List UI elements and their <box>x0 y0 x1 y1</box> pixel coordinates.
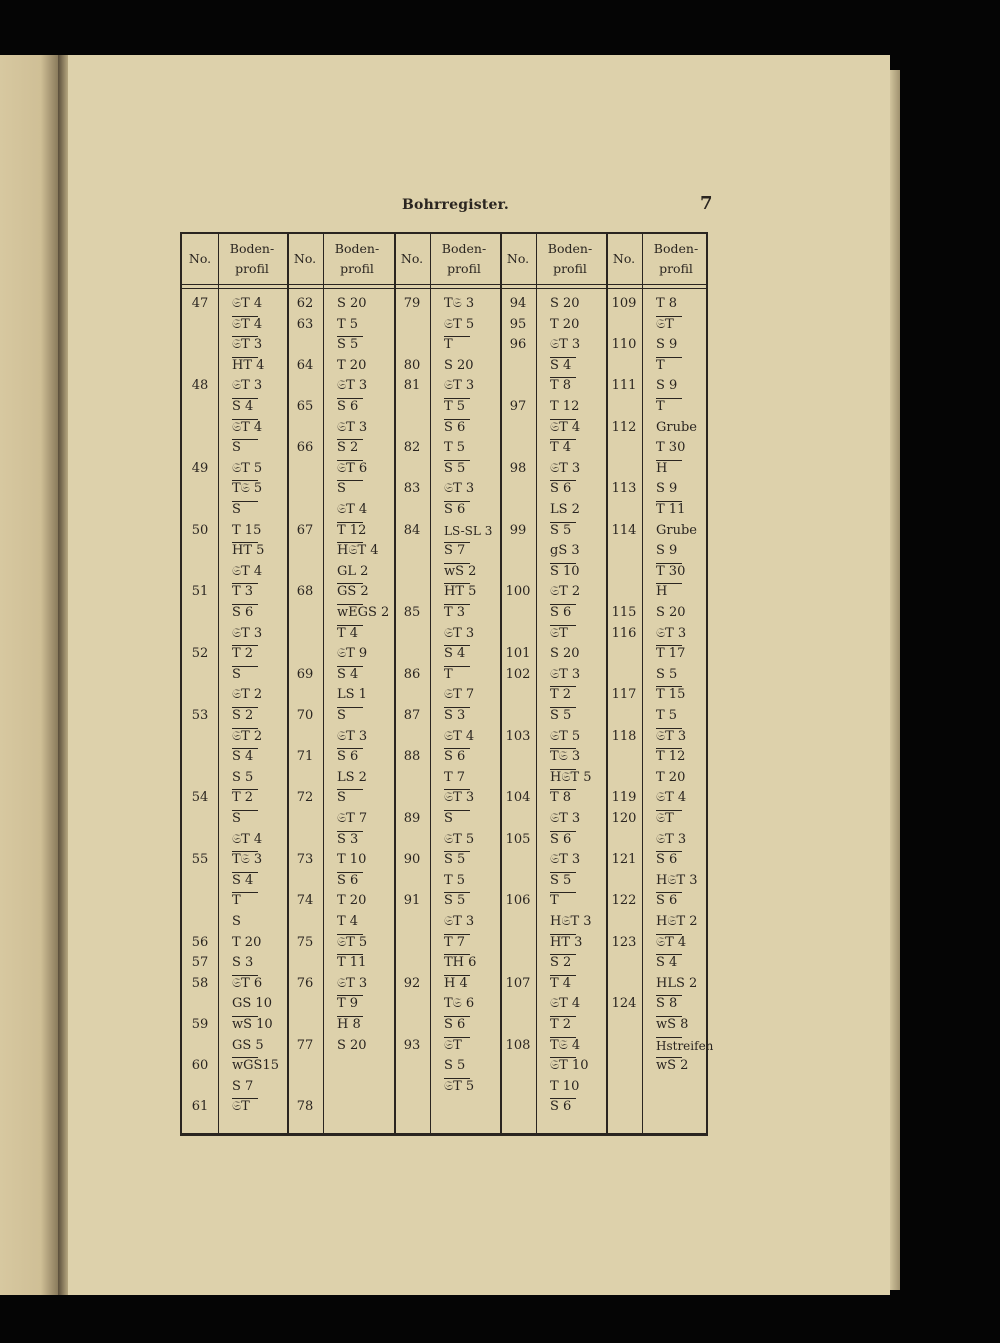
bodenprofil-entry: T 15 <box>656 685 708 705</box>
bohr-number: 76 <box>296 975 314 991</box>
bohr-number: 111 <box>611 378 637 394</box>
bodenprofil-entry: GL 2 <box>337 563 369 579</box>
bodenprofil-entry: T <box>656 397 708 417</box>
bohr-number: 74 <box>296 893 314 909</box>
bodenprofil-entry: 𝔖T 4 <box>656 790 687 806</box>
bodenprofil-entry: T 11 <box>337 953 389 973</box>
bodenprofil-entry: S 4 <box>550 356 602 376</box>
bodenprofil-entry: S 20 <box>337 1037 367 1053</box>
bohr-number: 85 <box>403 605 421 620</box>
bodenprofil-entry: T 4 <box>337 914 359 929</box>
bodenprofil-entry: H𝔖T 5 <box>550 768 602 788</box>
bodenprofil-entry: S <box>232 914 241 929</box>
column-divider <box>323 234 324 1133</box>
bodenprofil-entry: 𝔖T 3 <box>550 666 581 682</box>
bohr-number: 119 <box>611 790 637 806</box>
bodenprofil-entry: S 5 <box>444 891 496 911</box>
bodenprofil-entry: T 30 <box>656 562 708 582</box>
header-no: No. <box>188 251 212 266</box>
bohr-number: 77 <box>296 1037 314 1053</box>
bodenprofil-entry: S 6 <box>337 871 389 891</box>
bohr-number: 97 <box>509 399 527 414</box>
bodenprofil-entry: 𝔖T 3 <box>656 625 687 641</box>
bodenprofil-entry: T 11 <box>656 500 708 520</box>
bohr-number: 63 <box>296 316 314 332</box>
bohr-number: 64 <box>296 357 314 373</box>
bodenprofil-entry: 𝔖T 10 <box>550 1056 602 1076</box>
bodenprofil-entry: GS 2 <box>337 582 389 602</box>
bodenprofil-entry: 𝔖T 3 <box>444 914 475 929</box>
bodenprofil-entry: S 20 <box>656 605 686 620</box>
bohr-number: 99 <box>509 522 527 538</box>
bohr-number: 86 <box>403 666 421 682</box>
bohr-number: 71 <box>296 749 314 765</box>
header-no: No. <box>400 251 424 266</box>
bohr-number: 72 <box>296 790 314 806</box>
bohr-number: 69 <box>296 666 314 682</box>
bodenprofil-entry: T 5 <box>444 872 466 888</box>
bodenprofil-entry: 𝔖T 4 <box>232 418 284 438</box>
bodenprofil-entry: S 4 <box>232 747 284 767</box>
bodenprofil-entry: T 3 <box>232 582 284 602</box>
bodenprofil-entry: T 4 <box>550 974 602 994</box>
bohr-number: 104 <box>505 790 531 806</box>
bodenprofil-entry: T𝔖 6 <box>444 996 475 1012</box>
bodenprofil-entry: S <box>337 479 389 499</box>
bodenprofil-entry: wEGS 2 <box>337 603 389 623</box>
bodenprofil-entry: T 12 <box>656 747 708 767</box>
bodenprofil-entry: S 20 <box>444 357 474 373</box>
bodenprofil-entry: wS 2 <box>656 1056 708 1076</box>
column-divider <box>430 234 431 1133</box>
bodenprofil-entry: H𝔖T 3 <box>550 914 592 929</box>
bodenprofil-entry: S 5 <box>656 666 678 682</box>
bodenprofil-entry: 𝔖T 9 <box>337 646 368 662</box>
bodenprofil-entry: T𝔖 4 <box>550 1036 602 1056</box>
bodenprofil-entry: T <box>656 356 708 376</box>
bodenprofil-entry: 𝔖T 2 <box>550 584 581 600</box>
bodenprofil-entry: 𝔖T 3 <box>337 419 368 435</box>
bohr-number: 109 <box>611 296 637 311</box>
column-divider <box>642 234 643 1133</box>
bohr-number: 102 <box>505 666 531 682</box>
bodenprofil-entry: S 6 <box>444 418 496 438</box>
bodenprofil-entry: Grube <box>656 419 697 435</box>
bohr-number: 47 <box>191 296 209 311</box>
bohr-number: 52 <box>191 646 209 662</box>
bodenprofil-entry: T 30 <box>656 440 686 456</box>
bodenprofil-entry: S 6 <box>444 500 496 520</box>
bohr-number: 106 <box>505 893 531 909</box>
bohr-number: 55 <box>191 852 209 868</box>
header-no: No. <box>293 251 317 266</box>
bodenprofil-entry: S 6 <box>656 850 708 870</box>
bodenprofil-entry: S 5 <box>550 706 602 726</box>
bohr-number: 91 <box>403 893 421 909</box>
bohr-number: 122 <box>611 893 637 909</box>
bodenprofil-entry: T 12 <box>550 399 580 414</box>
bodenprofil-entry: 𝔖T 4 <box>444 728 475 744</box>
page-number: 7 <box>700 193 713 214</box>
bohr-number: 67 <box>296 522 314 538</box>
bodenprofil-entry: S 3 <box>232 955 254 971</box>
bodenprofil-entry: H <box>656 459 708 479</box>
bohr-number: 101 <box>505 646 531 662</box>
bodenprofil-entry: S 4 <box>444 644 496 664</box>
bohr-number: 53 <box>191 708 209 723</box>
bodenprofil-entry: HT 3 <box>550 933 602 953</box>
bodenprofil-entry: S 4 <box>656 953 708 973</box>
bodenprofil-entry: T 15 <box>232 522 262 538</box>
bodenprofil-entry: 𝔖T 4 <box>232 563 263 579</box>
bohrregister-table <box>180 232 714 1136</box>
bodenprofil-entry: S 8 <box>656 994 708 1014</box>
bohr-number: 60 <box>191 1058 209 1074</box>
bodenprofil-entry: 𝔖T 4 <box>550 996 581 1012</box>
bodenprofil-entry: S 9 <box>656 481 678 497</box>
bodenprofil-entry: 𝔖T 6 <box>337 459 389 479</box>
bohr-number: 105 <box>505 831 531 847</box>
bodenprofil-entry: LS-SL 3 <box>444 523 493 538</box>
bohr-number: 98 <box>509 460 527 476</box>
bodenprofil-entry: 𝔖T 6 <box>232 974 284 994</box>
bodenprofil-entry: HT 4 <box>232 356 284 376</box>
bodenprofil-entry: LS 2 <box>550 502 580 517</box>
bodenprofil-entry: S 3 <box>337 830 389 850</box>
bodenprofil-entry: 𝔖T <box>444 1036 496 1056</box>
bodenprofil-entry: T 4 <box>337 624 389 644</box>
bohr-number: 58 <box>191 975 209 991</box>
page-edge <box>890 70 900 1290</box>
bodenprofil-entry: GS 10 <box>232 996 272 1012</box>
header-bodenprofil: Boden- profil <box>653 241 699 276</box>
bodenprofil-entry: S 2 <box>337 438 389 458</box>
bohr-number: 112 <box>611 419 637 435</box>
bodenprofil-entry: 𝔖T 3 <box>337 378 368 394</box>
bodenprofil-entry: T 2 <box>550 1015 602 1035</box>
bodenprofil-entry: wS 2 <box>444 562 496 582</box>
bodenprofil-entry: H 4 <box>444 974 496 994</box>
bodenprofil-entry: 𝔖T 3 <box>550 460 581 476</box>
bohr-number: 92 <box>403 975 421 991</box>
bodenprofil-entry: T 10 <box>337 852 367 868</box>
bodenprofil-entry: 𝔖T 4 <box>232 315 284 335</box>
bodenprofil-entry: T 20 <box>232 934 262 950</box>
column-divider <box>218 234 219 1133</box>
bodenprofil-entry: S <box>337 706 389 726</box>
bodenprofil-entry: wGS15 <box>232 1056 284 1076</box>
bodenprofil-entry: T𝔖 3 <box>444 296 475 311</box>
bohr-number: 95 <box>509 316 527 332</box>
header-no: No. <box>506 251 530 266</box>
bodenprofil-entry: 𝔖T 3 <box>444 625 475 641</box>
bodenprofil-entry: 𝔖T 5 <box>444 316 475 332</box>
bohr-number: 75 <box>296 934 314 950</box>
bodenprofil-entry: S 4 <box>232 871 284 891</box>
bodenprofil-entry: 𝔖T 4 <box>232 831 263 847</box>
bohr-number: 70 <box>296 708 314 723</box>
bodenprofil-entry: T 2 <box>550 685 602 705</box>
bohr-number: 56 <box>191 934 209 950</box>
bodenprofil-entry: S 2 <box>550 953 602 973</box>
bodenprofil-entry: S <box>232 665 284 685</box>
bodenprofil-entry: S 3 <box>444 706 496 726</box>
bodenprofil-entry: T 20 <box>337 893 367 909</box>
bodenprofil-entry: S <box>232 500 284 520</box>
bohr-number: 107 <box>505 975 531 991</box>
bohr-number: 94 <box>509 296 527 311</box>
header-no: No. <box>612 251 636 266</box>
header-rule-double <box>182 288 706 289</box>
bodenprofil-entry: T 2 <box>232 788 284 808</box>
bodenprofil-entry: T 3 <box>444 603 496 623</box>
bohr-number: 80 <box>403 357 421 373</box>
bodenprofil-entry: S 5 <box>550 521 602 541</box>
bodenprofil-entry: T 20 <box>337 357 367 373</box>
bodenprofil-entry: T <box>444 665 496 685</box>
bodenprofil-entry: S 6 <box>550 830 602 850</box>
bodenprofil-entry: S <box>444 809 496 829</box>
bodenprofil-entry: 𝔖T 5 <box>232 460 263 476</box>
bodenprofil-entry: T𝔖 3 <box>232 850 284 870</box>
bodenprofil-entry: S 6 <box>550 1097 602 1117</box>
header-bodenprofil: Boden- profil <box>229 241 275 276</box>
bodenprofil-entry: S 5 <box>232 769 254 785</box>
bodenprofil-entry: 𝔖T <box>656 315 708 335</box>
bohr-number: 82 <box>403 440 421 456</box>
bohr-number: 87 <box>403 708 421 723</box>
bodenprofil-entry: T 7 <box>444 769 466 785</box>
bodenprofil-entry: T <box>444 335 496 355</box>
bohr-number: 62 <box>296 296 314 311</box>
bodenprofil-entry: H𝔖T 4 <box>337 541 389 561</box>
bohr-number: 113 <box>611 481 637 497</box>
bodenprofil-entry: 𝔖T 3 <box>337 728 368 744</box>
bohr-number: 120 <box>611 811 637 826</box>
bodenprofil-entry: T𝔖 3 <box>550 747 602 767</box>
bodenprofil-entry: gS 3 <box>550 543 580 559</box>
bodenprofil-entry: H𝔖T 3 <box>656 872 698 888</box>
bohr-number: 81 <box>403 378 421 394</box>
bodenprofil-entry: 𝔖T 3 <box>232 625 263 641</box>
bodenprofil-entry: S 20 <box>337 296 367 311</box>
bohr-number: 121 <box>611 852 637 868</box>
bohr-number: 117 <box>611 687 637 703</box>
bodenprofil-entry: 𝔖T 3 <box>550 811 581 826</box>
bodenprofil-entry: Hstreifen <box>656 1036 708 1056</box>
bodenprofil-entry: T𝔖 5 <box>232 479 284 499</box>
left-page-edge <box>0 55 58 1295</box>
bodenprofil-entry: S 7 <box>444 541 496 561</box>
bodenprofil-entry: S 6 <box>232 603 284 623</box>
bodenprofil-entry: S 7 <box>232 1078 254 1094</box>
bohr-number: 73 <box>296 852 314 868</box>
bodenprofil-entry: S 5 <box>444 850 496 870</box>
bohr-number: 59 <box>191 1017 209 1032</box>
bohr-number: 123 <box>611 934 637 950</box>
bodenprofil-entry: T 9 <box>337 994 389 1014</box>
bodenprofil-entry: 𝔖T 3 <box>656 727 708 747</box>
bodenprofil-entry: S 10 <box>550 562 602 582</box>
bohr-number: 48 <box>191 378 209 394</box>
bohr-number: 66 <box>296 440 314 456</box>
bohr-number: 79 <box>403 296 421 311</box>
bodenprofil-entry: S 20 <box>550 296 580 311</box>
bodenprofil-entry: S 20 <box>550 646 580 662</box>
bodenprofil-entry: H𝔖T 2 <box>656 914 698 929</box>
bodenprofil-entry: HT 5 <box>232 541 284 561</box>
bodenprofil-entry: S <box>232 438 284 458</box>
header-rule <box>182 284 706 285</box>
bodenprofil-entry: 𝔖T 4 <box>337 502 368 517</box>
bodenprofil-entry: S 6 <box>444 1015 496 1035</box>
bodenprofil-entry: 𝔖T <box>550 624 602 644</box>
bodenprofil-entry: 𝔖T 4 <box>550 418 602 438</box>
bodenprofil-entry: 𝔖T 3 <box>656 831 687 847</box>
bohr-number: 50 <box>191 522 209 538</box>
bodenprofil-entry: T 8 <box>550 376 602 396</box>
bodenprofil-entry: 𝔖T 7 <box>444 687 475 703</box>
bodenprofil-entry: S 5 <box>337 335 389 355</box>
bodenprofil-entry: 𝔖T 5 <box>550 728 581 744</box>
bohr-number: 49 <box>191 460 209 476</box>
bodenprofil-entry: S 6 <box>337 747 389 767</box>
bodenprofil-entry: TH 6 <box>444 953 496 973</box>
bodenprofil-entry: HT 5 <box>444 582 496 602</box>
running-title: Bohrregister. <box>402 197 509 213</box>
bohr-number: 115 <box>611 605 637 620</box>
bodenprofil-entry: T 5 <box>656 708 678 723</box>
bodenprofil-entry: wS 10 <box>232 1015 284 1035</box>
bohr-number: 57 <box>191 955 209 971</box>
bodenprofil-entry: H <box>656 582 708 602</box>
bodenprofil-entry: S 9 <box>656 378 678 394</box>
bodenprofil-entry: T 5 <box>337 316 359 332</box>
bodenprofil-entry: HLS 2 <box>656 975 698 991</box>
bodenprofil-entry: H 8 <box>337 1015 389 1035</box>
bodenprofil-entry: T 12 <box>337 521 389 541</box>
bodenprofil-entry: wS 8 <box>656 1015 708 1035</box>
bodenprofil-entry: S 5 <box>444 1058 466 1074</box>
bohr-number: 89 <box>403 811 421 826</box>
bohr-number: 54 <box>191 790 209 806</box>
bohr-number: 118 <box>611 728 637 744</box>
bodenprofil-entry: 𝔖T <box>232 1097 284 1117</box>
bodenprofil-entry: T 8 <box>550 788 602 808</box>
bodenprofil-entry: 𝔖T 2 <box>232 727 284 747</box>
bodenprofil-entry: T 2 <box>232 644 284 664</box>
bohr-number: 124 <box>611 996 637 1012</box>
bodenprofil-entry: T 20 <box>550 316 580 332</box>
bodenprofil-entry: LS 1 <box>337 687 367 703</box>
bodenprofil-entry: S 6 <box>444 747 496 767</box>
bodenprofil-entry: 𝔖T 4 <box>656 933 708 953</box>
bodenprofil-entry: S 6 <box>656 891 708 911</box>
bodenprofil-entry: 𝔖T 4 <box>232 296 263 311</box>
bodenprofil-entry: 𝔖T 5 <box>337 933 389 953</box>
bodenprofil-entry: LS 2 <box>337 769 367 785</box>
bodenprofil-entry: S 4 <box>337 665 389 685</box>
bodenprofil-entry: 𝔖T 3 <box>232 335 284 355</box>
bohr-number: 65 <box>296 399 314 414</box>
bodenprofil-entry: S 2 <box>232 706 284 726</box>
bodenprofil-entry: 𝔖T 3 <box>550 852 581 868</box>
bodenprofil-entry: T 5 <box>444 440 466 456</box>
bodenprofil-entry: S 9 <box>656 543 678 559</box>
bohr-number: 110 <box>611 337 637 353</box>
bohr-number: 114 <box>611 522 637 538</box>
bodenprofil-entry: T 17 <box>656 644 708 664</box>
bohr-number: 100 <box>505 584 531 600</box>
bodenprofil-entry: S 6 <box>550 603 602 623</box>
bodenprofil-entry: S 5 <box>550 871 602 891</box>
bodenprofil-entry: 𝔖T 3 <box>444 788 496 808</box>
bodenprofil-entry: T 10 <box>550 1078 580 1094</box>
bodenprofil-entry: 𝔖T 2 <box>232 687 263 703</box>
column-divider <box>536 234 537 1133</box>
bohr-number: 84 <box>403 522 421 538</box>
bodenprofil-entry: T 8 <box>656 296 678 311</box>
bohr-number: 90 <box>403 852 421 868</box>
bohr-number: 61 <box>191 1099 209 1115</box>
bohr-number: 93 <box>403 1037 421 1053</box>
bodenprofil-entry: S 5 <box>444 459 496 479</box>
bohr-number: 108 <box>505 1037 531 1053</box>
bodenprofil-entry: 𝔖T 3 <box>444 481 475 497</box>
bodenprofil-entry: S <box>337 788 389 808</box>
bohr-number: 68 <box>296 584 314 600</box>
bohr-number: 83 <box>403 481 421 497</box>
header-bodenprofil: Boden- profil <box>334 241 380 276</box>
bohr-number: 116 <box>611 625 637 641</box>
bodenprofil-entry: T <box>232 891 284 911</box>
bodenprofil-entry: T <box>550 891 602 911</box>
bodenprofil-entry: T 5 <box>444 397 496 417</box>
bohr-number: 78 <box>296 1099 314 1115</box>
bodenprofil-entry: T 4 <box>550 438 602 458</box>
header-bodenprofil: Boden- profil <box>441 241 487 276</box>
bodenprofil-entry: GS 5 <box>232 1037 264 1053</box>
bohr-number: 88 <box>403 749 421 765</box>
bodenprofil-entry: 𝔖T 3 <box>550 337 581 353</box>
bodenprofil-entry: 𝔖T 7 <box>337 811 368 826</box>
bodenprofil-entry: 𝔖T <box>656 809 708 829</box>
bohr-number: 51 <box>191 584 209 600</box>
bodenprofil-entry: S 6 <box>337 397 389 417</box>
bodenprofil-entry: S 6 <box>550 479 602 499</box>
bodenprofil-entry: 𝔖T 3 <box>337 975 368 991</box>
bodenprofil-entry: S <box>232 809 284 829</box>
bodenprofil-entry: 𝔖T 5 <box>444 1077 496 1097</box>
bodenprofil-entry: Grube <box>656 522 697 538</box>
bodenprofil-entry: 𝔖T 5 <box>444 831 475 847</box>
bohr-number: 103 <box>505 728 531 744</box>
bodenprofil-entry: S 4 <box>232 397 284 417</box>
bodenprofil-entry: 𝔖T 3 <box>232 378 263 394</box>
header-bodenprofil: Boden- profil <box>547 241 593 276</box>
bodenprofil-entry: T 20 <box>656 769 686 785</box>
bodenprofil-entry: S 9 <box>656 337 678 353</box>
bohr-number: 96 <box>509 337 527 353</box>
bodenprofil-entry: T 7 <box>444 933 496 953</box>
bodenprofil-entry: 𝔖T 3 <box>444 378 475 394</box>
